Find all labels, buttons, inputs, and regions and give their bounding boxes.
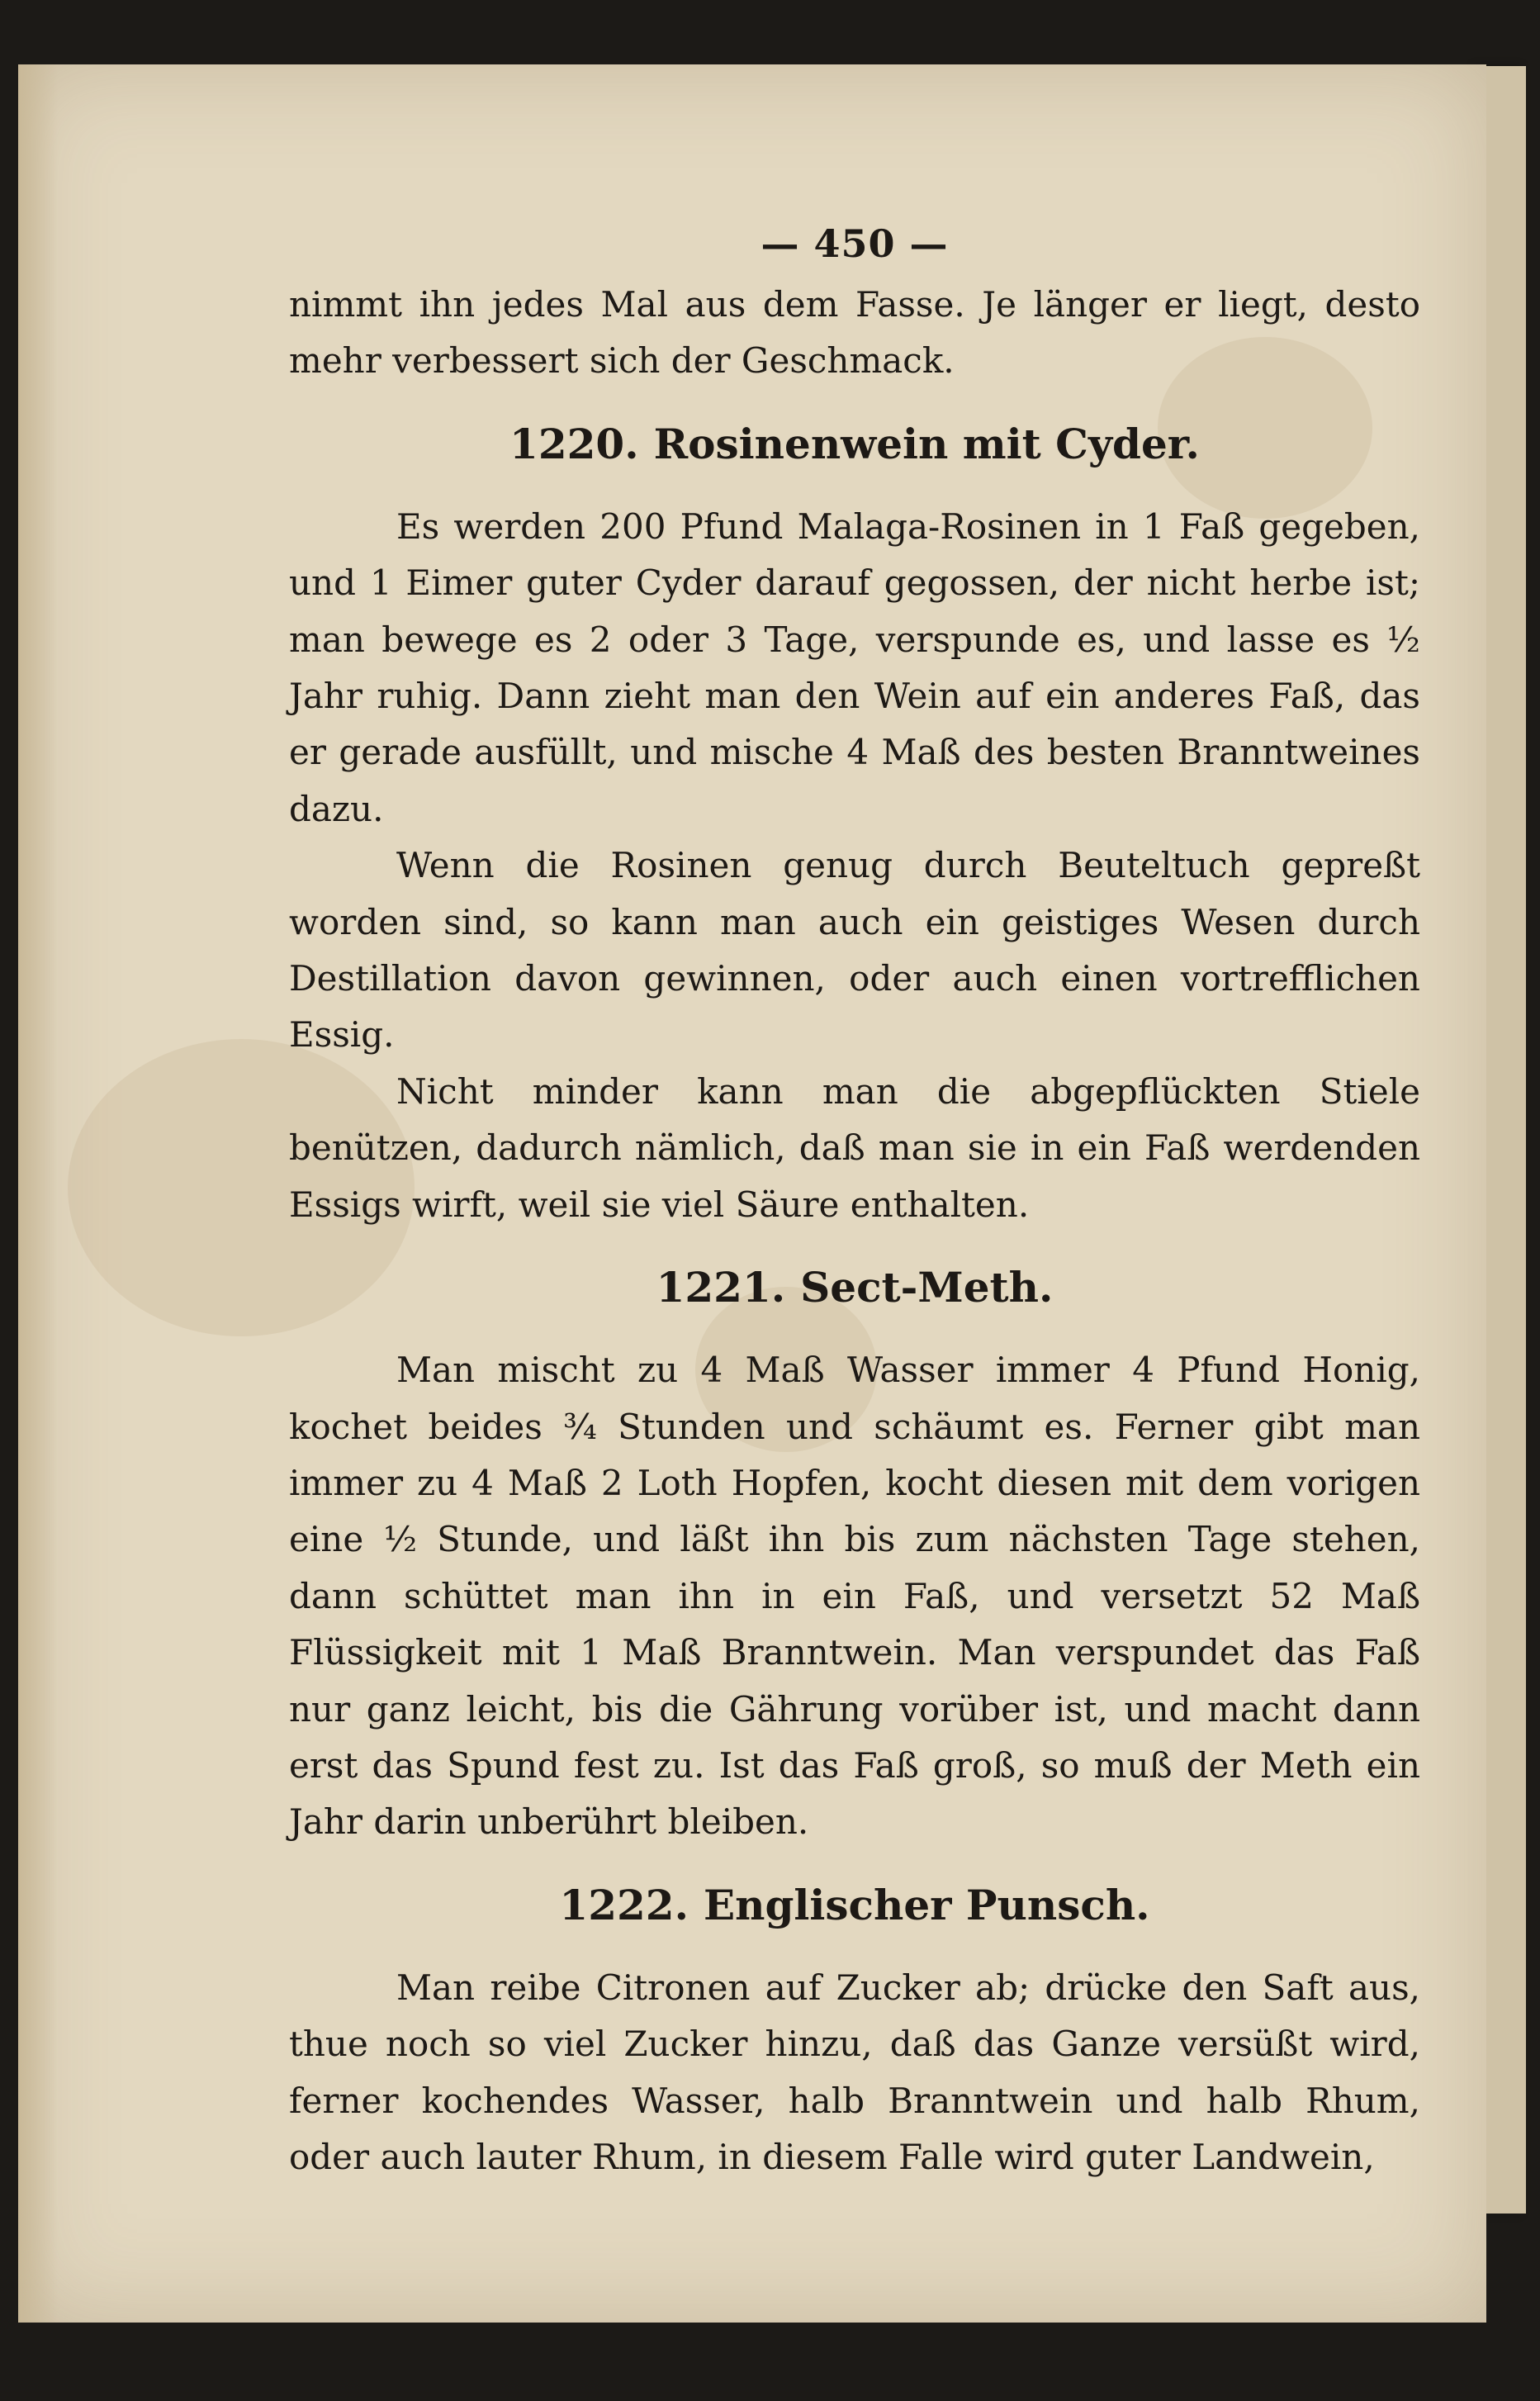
recipe-number: 1222.	[559, 1880, 689, 1929]
recipe-title: Englischer Punsch.	[704, 1880, 1150, 1929]
page-number: — 450 —	[761, 221, 949, 266]
recipe-number: 1221.	[656, 1263, 786, 1312]
paragraph: Man reibe Citronen auf Zucker ab; drücke den Saft aus, thue noch so viel Zucker hinzu, daß das Ganze versüßt wird, ferner kochendes Wasser, halb Branntwein und halb Rhum, oder auch lauter Rhum, in diesem Falle wird guter Landwein,	[289, 1967, 1420, 2177]
paragraph: Es werden 200 Pfund Malaga-Rosinen in 1 Faß gegeben, und 1 Eimer guter Cyder darauf gegossen, der nicht herbe ist; man bewege es 2 oder 3 Tage, verspunde es, und lasse es ½ Jahr ruhig. Dann zieht man den Wein auf ein anderes Faß, das er gerade ausfüllt, und mische 4 Maß des besten Branntweines dazu.	[289, 505, 1420, 829]
paragraph: nimmt ihn jedes Mal aus dem Fasse. Je länger er liegt, desto mehr verbessert sich der Geschmack.	[289, 284, 1420, 382]
recipe-heading	[289, 1851, 1420, 1960]
recipe-number: 1220.	[509, 419, 639, 468]
paragraph: Wenn die Rosinen genug durch Beuteltuch gepreßt worden sind, so kann man auch ein geistiges Wesen durch Destillation davon gewinnen, oder auch einen vortrefflichen Essig.	[289, 845, 1420, 1056]
paragraph: Nicht minder kann man die abgepflückten Stiele benützen, dadurch nämlich, daß man sie in ein Faß werdenden Essigs wirft, weil sie viel Säure enthalten.	[289, 1070, 1420, 1225]
recipe-heading	[289, 390, 1420, 499]
recipe-title: Rosinenwein mit Cyder.	[653, 419, 1200, 468]
recipe-heading	[289, 1233, 1420, 1342]
text-block	[289, 211, 1420, 2185]
recipe-title: Sect-Meth.	[800, 1263, 1054, 1312]
paragraph: Man mischt zu 4 Maß Wasser immer 4 Pfund Honig, kochet beides ¾ Stunden und schäumt es. Ferner gibt man immer zu 4 Maß 2 Loth Hopfen, kocht diesen mit dem vorigen eine ½ Stunde, und läßt ihn bis zum nächsten Tage stehen, dann schüttet man ihn in ein Faß, und versetzt 52 Maß Flüssigkeit mit 1 Maß Branntwein. Man verspundet das Faß nur ganz leicht, bis die Gährung vorüber ist, und macht dann erst das Spund fest zu. Ist das Faß groß, so muß der Meth ein Jahr darin unberührt bleiben.	[289, 1350, 1420, 1843]
